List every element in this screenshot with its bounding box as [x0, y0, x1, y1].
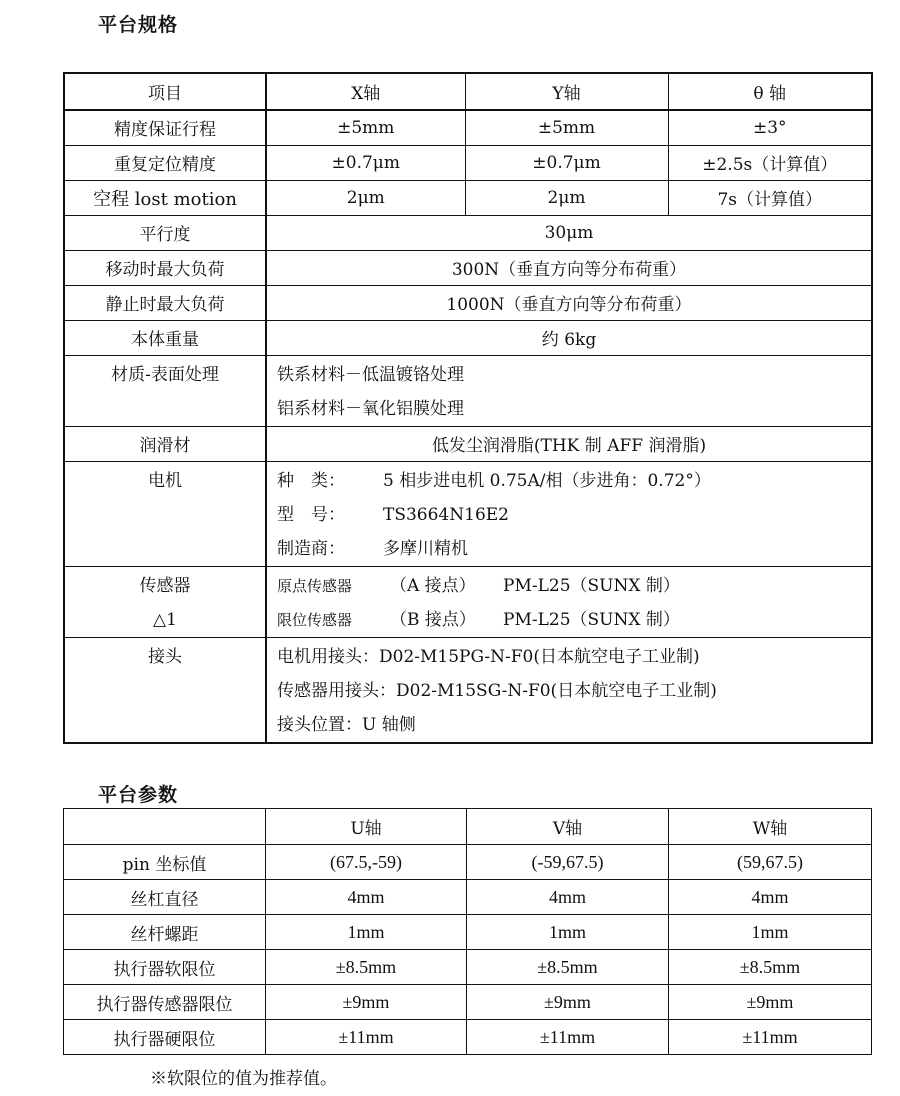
motor-cell [266, 461, 872, 566]
origin-sensor-contact: （A 接点） [390, 575, 476, 596]
origin-sensor-value: PM-L25（SUNX 制） [503, 575, 680, 596]
cell-w: ±11mm [669, 1020, 872, 1055]
table-row [64, 915, 872, 950]
connector-line-2: 传感器用接头：D02-M15SG-N-F0(日本航空电子工业制) [277, 680, 717, 701]
header-blank [64, 809, 266, 845]
row-label: 静止时最大负荷 [64, 285, 266, 320]
cell-w: (59,67.5) [669, 845, 872, 880]
motor-maker-value: 多摩川精机 [383, 538, 468, 559]
connector-label: 接头 [148, 646, 182, 667]
row-label [64, 566, 266, 637]
row-label: 平行度 [64, 215, 266, 250]
cell-u: ±9mm [266, 985, 467, 1020]
cell-u: (67.5,-59) [266, 845, 467, 880]
cell-v: ±9mm [467, 985, 669, 1020]
motor-type-line [277, 464, 871, 498]
material-cell [266, 355, 872, 426]
cell-v: ±8.5mm [467, 950, 669, 985]
origin-sensor-key: 原点传感器 [277, 576, 353, 595]
params-table [63, 808, 872, 1055]
lubricant-value: 低发尘润滑脂(THK 制 AFF 润滑脂) [266, 426, 872, 461]
table-row [64, 985, 872, 1020]
sensor-cell [266, 566, 872, 637]
table-row [64, 320, 872, 355]
max-load-static-value: 1000N（垂直方向等分布荷重） [266, 285, 872, 320]
limit-sensor-key: 限位传感器 [277, 610, 353, 629]
table-row [64, 250, 872, 285]
cell-w: 4mm [669, 880, 872, 915]
cell-theta: 7s（计算值） [668, 180, 872, 215]
row-label [64, 461, 266, 566]
connector-line-1: 电机用接头：D02-M15PG-N-F0(日本航空电子工业制) [277, 646, 700, 667]
cell-u: 4mm [266, 880, 467, 915]
table-row [64, 285, 872, 320]
material-line-2: 铝系材料－氧化铝膜处理 [277, 398, 464, 419]
material-line-1: 铁系材料－低温镀铬处理 [277, 364, 464, 385]
header-v-axis: V轴 [467, 809, 669, 845]
cell-v: (-59,67.5) [467, 845, 669, 880]
cell-x: 2μm [266, 180, 465, 215]
material-label: 材质-表面处理 [111, 364, 219, 385]
cell-y: ±0.7μm [465, 145, 668, 180]
motor-model-value: TS3664N16E2 [383, 504, 509, 525]
header-y-axis: Y轴 [465, 73, 668, 110]
row-label [64, 637, 266, 743]
table-row [64, 845, 872, 880]
row-label [64, 355, 266, 426]
table-row [64, 950, 872, 985]
cell-y: ±5mm [465, 110, 668, 145]
row-label: 润滑材 [64, 426, 266, 461]
spec-header-row [64, 73, 872, 110]
table-row [64, 566, 872, 637]
cell-u: ±8.5mm [266, 950, 467, 985]
row-label: 执行器传感器限位 [64, 985, 266, 1020]
cell-theta: ±2.5s（计算值） [668, 145, 872, 180]
row-label: 移动时最大负荷 [64, 250, 266, 285]
max-load-moving-value: 300N（垂直方向等分布荷重） [266, 250, 872, 285]
header-x-axis: X轴 [266, 73, 465, 110]
cell-x: ±5mm [266, 110, 465, 145]
motor-model-line [277, 498, 871, 532]
table-row [64, 355, 872, 426]
cell-v: 4mm [467, 880, 669, 915]
limit-sensor-line [277, 603, 871, 637]
header-w-axis: W轴 [669, 809, 872, 845]
params-section-title: 平台参数 [98, 784, 179, 806]
spec-section-title: 平台规格 [98, 14, 179, 36]
motor-label: 电机 [148, 470, 182, 491]
sensor-note-mark: △1 [153, 609, 177, 630]
spec-table [63, 72, 873, 744]
cell-w: ±8.5mm [669, 950, 872, 985]
cell-u: ±11mm [266, 1020, 467, 1055]
table-row [64, 180, 872, 215]
row-label: 执行器软限位 [64, 950, 266, 985]
motor-maker-line [277, 532, 871, 566]
table-row [64, 461, 872, 566]
cell-u: 1mm [266, 915, 467, 950]
row-label: 本体重量 [64, 320, 266, 355]
connector-cell [266, 637, 872, 743]
row-label: 空程 lost motion [64, 180, 266, 215]
row-label: 丝杆螺距 [64, 915, 266, 950]
motor-model-key: 型 号： [277, 504, 345, 525]
motor-type-value: 5 相步进电机 0.75A/相（步进角：0.72°） [383, 470, 711, 491]
table-row [64, 426, 872, 461]
cell-v: ±11mm [467, 1020, 669, 1055]
connector-line-3: 接头位置：U 轴侧 [277, 714, 416, 735]
cell-x: ±0.7μm [266, 145, 465, 180]
sensor-label: 传感器 [139, 575, 191, 596]
limit-sensor-value: PM-L25（SUNX 制） [503, 609, 680, 630]
cell-y: 2μm [465, 180, 668, 215]
params-header-row [64, 809, 872, 845]
table-row [64, 880, 872, 915]
cell-v: 1mm [467, 915, 669, 950]
header-item: 项目 [64, 73, 266, 110]
cell-w: ±9mm [669, 985, 872, 1020]
cell-theta: ±3° [668, 110, 872, 145]
header-u-axis: U轴 [266, 809, 467, 845]
row-label: 执行器硬限位 [64, 1020, 266, 1055]
table-row [64, 637, 872, 743]
table-row [64, 110, 872, 145]
header-theta-axis: θ 轴 [668, 73, 872, 110]
row-label: 重复定位精度 [64, 145, 266, 180]
motor-maker-key: 制造商： [277, 538, 345, 559]
table-row [64, 1020, 872, 1055]
row-label: 丝杠直径 [64, 880, 266, 915]
soft-limit-note: ※软限位的值为推荐值。 [150, 1069, 337, 1089]
parallelism-value: 30μm [266, 215, 872, 250]
limit-sensor-contact: （B 接点） [390, 609, 476, 630]
table-row [64, 215, 872, 250]
cell-w: 1mm [669, 915, 872, 950]
table-row [64, 145, 872, 180]
row-label: 精度保证行程 [64, 110, 266, 145]
motor-type-key: 种 类： [277, 470, 345, 491]
weight-value: 约 6kg [266, 320, 872, 355]
row-label: pin 坐标值 [64, 845, 266, 880]
origin-sensor-line [277, 569, 871, 603]
